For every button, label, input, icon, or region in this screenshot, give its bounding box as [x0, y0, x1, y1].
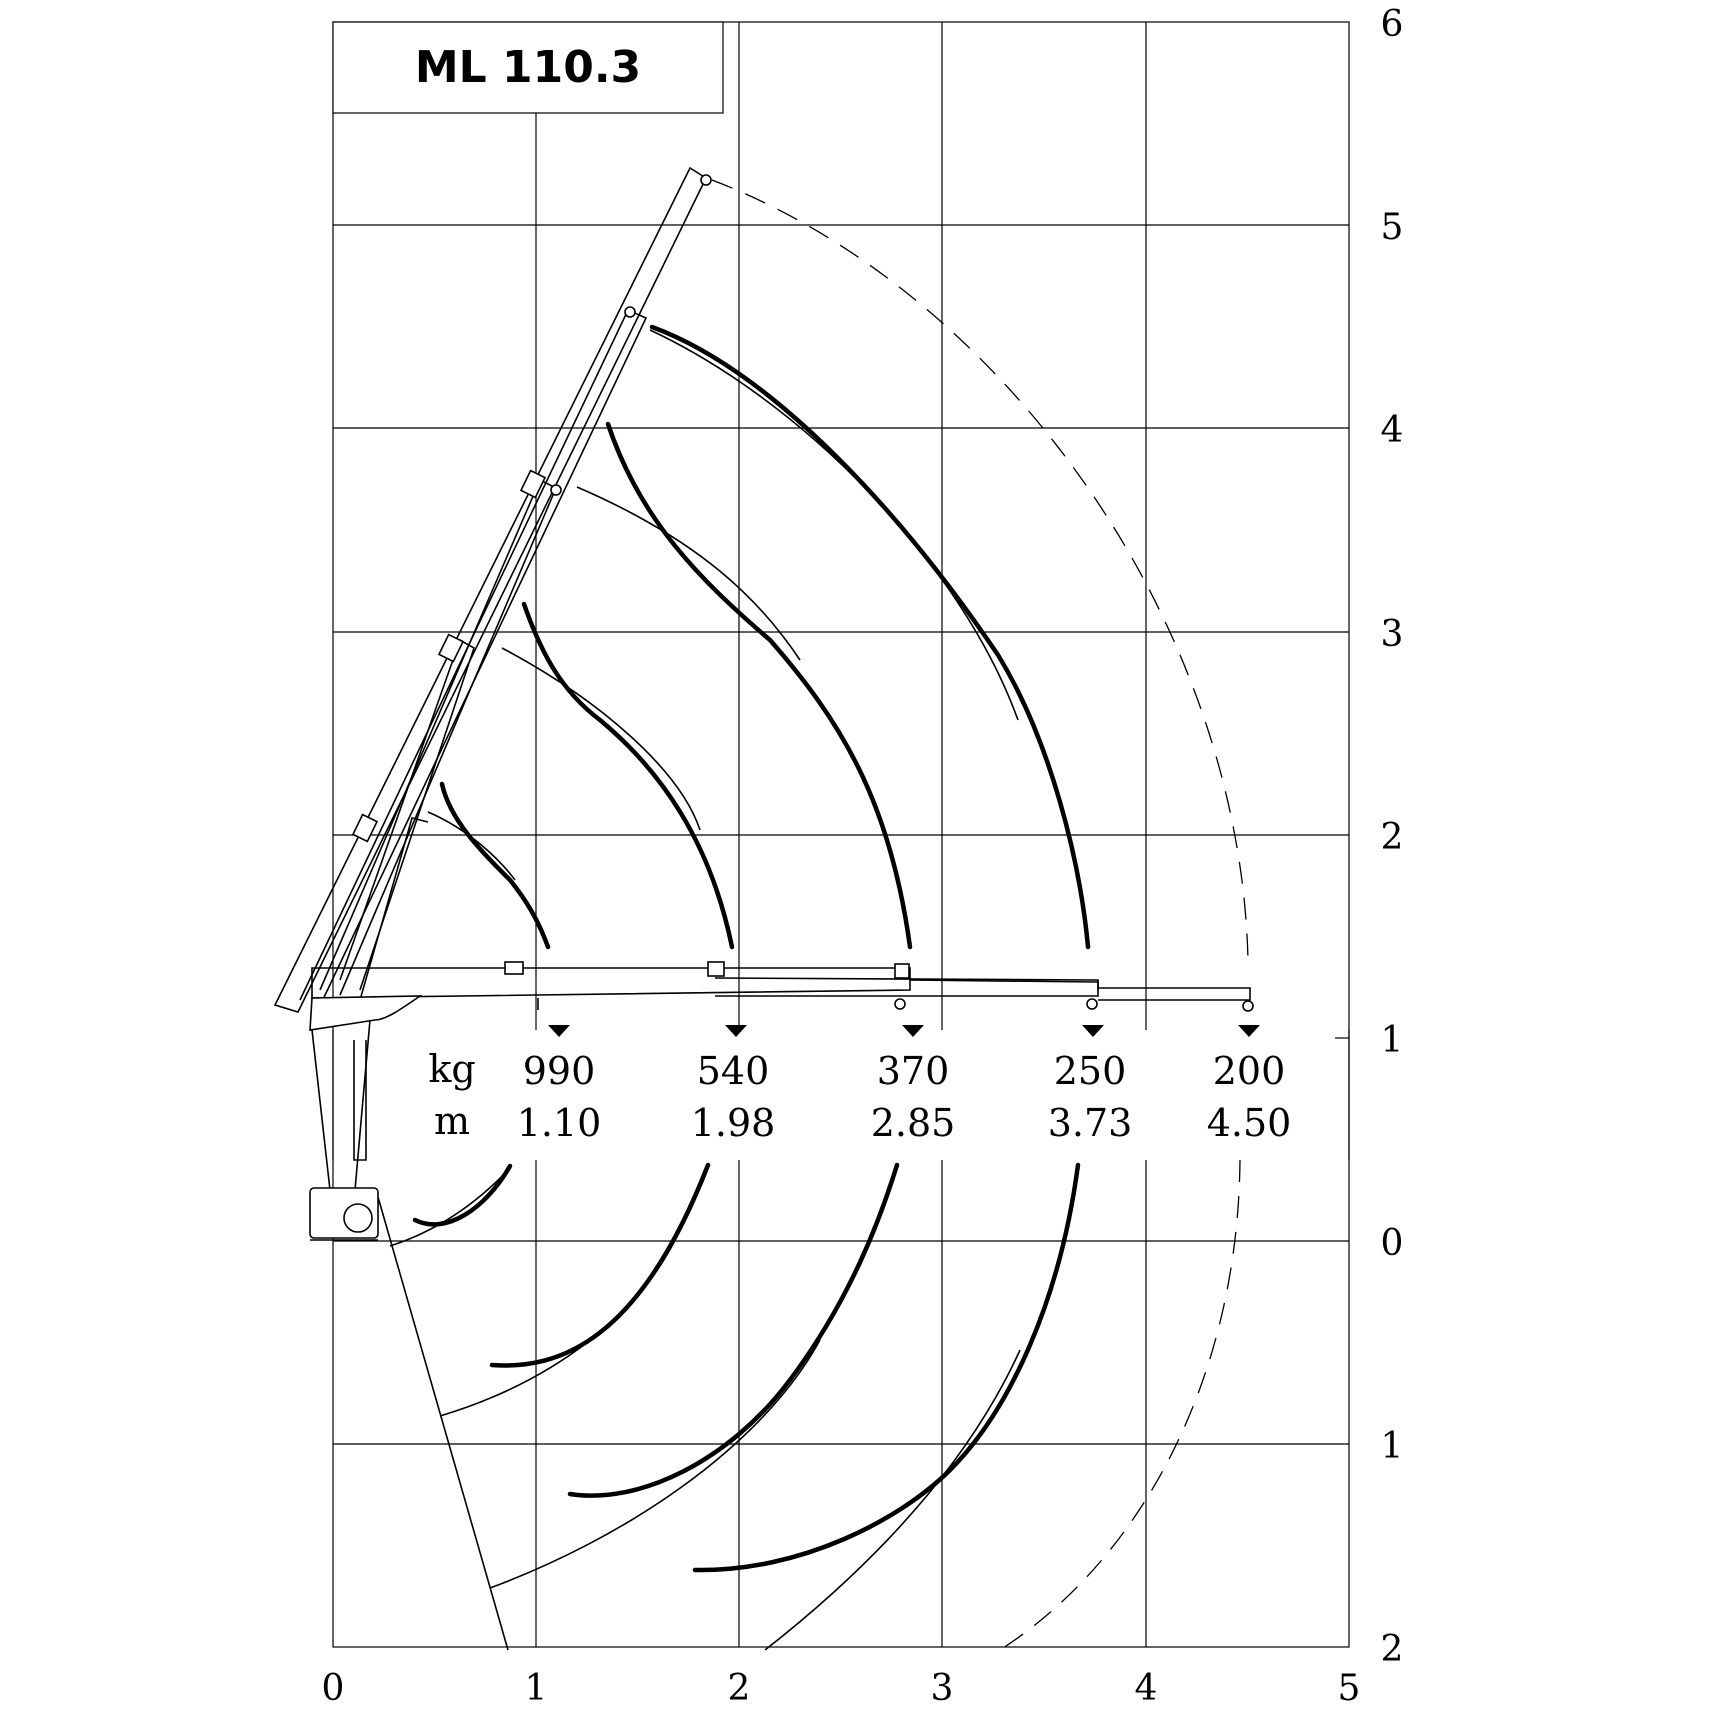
x-tick-3: 3: [930, 1668, 954, 1709]
horizontal-boom-ext-2: [910, 980, 1098, 990]
x-tick-5: 5: [1337, 1668, 1361, 1709]
grid: [333, 22, 1349, 1647]
boom-outer: [275, 168, 706, 1012]
y-tick-neg2: 2: [1380, 1629, 1404, 1670]
slew-motor: [344, 1204, 372, 1232]
reach-4: 4.50: [1206, 1101, 1292, 1145]
model-title-box: [333, 22, 723, 113]
x-tick-2: 2: [727, 1668, 751, 1709]
load-curve-540: [524, 604, 732, 947]
horizontal-clamp-3: [895, 964, 909, 978]
y-tick-5: 5: [1380, 207, 1404, 248]
thin-arc-3: [577, 487, 800, 660]
unit-kg: kg: [428, 1047, 476, 1091]
unit-m: m: [433, 1099, 471, 1143]
reach-2: 2.85: [870, 1101, 956, 1145]
crane-head: [310, 996, 420, 1030]
reach-1: 1.98: [690, 1101, 776, 1145]
load-curve-250: [652, 327, 1088, 947]
y-tick-6: 6: [1380, 4, 1404, 45]
y-tick-2: 2: [1380, 817, 1404, 858]
load-curve-low-250: [695, 1165, 1078, 1570]
load-0: 990: [522, 1049, 596, 1093]
load-4: 200: [1212, 1049, 1286, 1093]
thin-arc-low-1: [390, 1168, 510, 1246]
load-curve-990: [442, 784, 548, 947]
y-axis-labels: [1381, 4, 1404, 1670]
hook-pin-3.73: [1087, 999, 1097, 1009]
label-backdrop: [345, 1030, 1335, 1160]
x-tick-0: 0: [321, 1668, 345, 1709]
reach-3: 3.73: [1047, 1101, 1133, 1145]
load-curve-low-990: [415, 1166, 510, 1224]
load-curve-370: [608, 424, 910, 947]
hook-pin-4.50: [1243, 1001, 1253, 1011]
thin-arcs: [378, 330, 1020, 1650]
thin-arc-low-3: [490, 1340, 820, 1588]
thin-arc-4: [650, 330, 1018, 720]
horizontal-boom-main: [312, 968, 910, 998]
load-curve-low-540: [492, 1165, 708, 1366]
y-tick-3: 3: [1380, 614, 1404, 655]
horizontal-boom-ext-3: [1098, 988, 1250, 1000]
y-tick-0: 0: [1380, 1223, 1404, 1264]
load-2: 370: [876, 1049, 950, 1093]
thin-arc-low-2: [440, 1240, 675, 1416]
horizontal-clamp-2: [708, 962, 724, 976]
boom-clamp-5: [353, 815, 377, 842]
thick-load-curves: [415, 327, 1088, 1570]
boom-tip-pin-2: [625, 307, 635, 317]
boom-clamp-4: [439, 635, 463, 662]
x-axis-labels: [322, 1668, 1361, 1709]
boom-section-2: [300, 310, 646, 1010]
max-reach-envelope: [712, 180, 1248, 1650]
y-tick-neg1: 1: [1380, 1426, 1404, 1467]
y-tick-1: 1: [1380, 1020, 1404, 1061]
x-tick-4: 4: [1134, 1668, 1158, 1709]
boom-tip-pin-1: [701, 175, 711, 185]
x-tick-1: 1: [524, 1668, 548, 1709]
load-3: 250: [1053, 1049, 1127, 1093]
model-title: ML 110.3: [414, 42, 642, 93]
boom-tip-pin-3: [551, 485, 561, 495]
thin-arc-2: [502, 648, 700, 830]
lower-reach-line: [378, 1197, 508, 1650]
load-1: 540: [696, 1049, 770, 1093]
y-tick-4: 4: [1380, 410, 1404, 451]
boom-cylinder: [360, 818, 428, 1000]
reach-0: 1.10: [516, 1101, 602, 1145]
horizontal-clamp-1: [505, 962, 523, 974]
hook-pin-2.85: [895, 999, 905, 1009]
thin-arc-low-4: [765, 1350, 1020, 1650]
